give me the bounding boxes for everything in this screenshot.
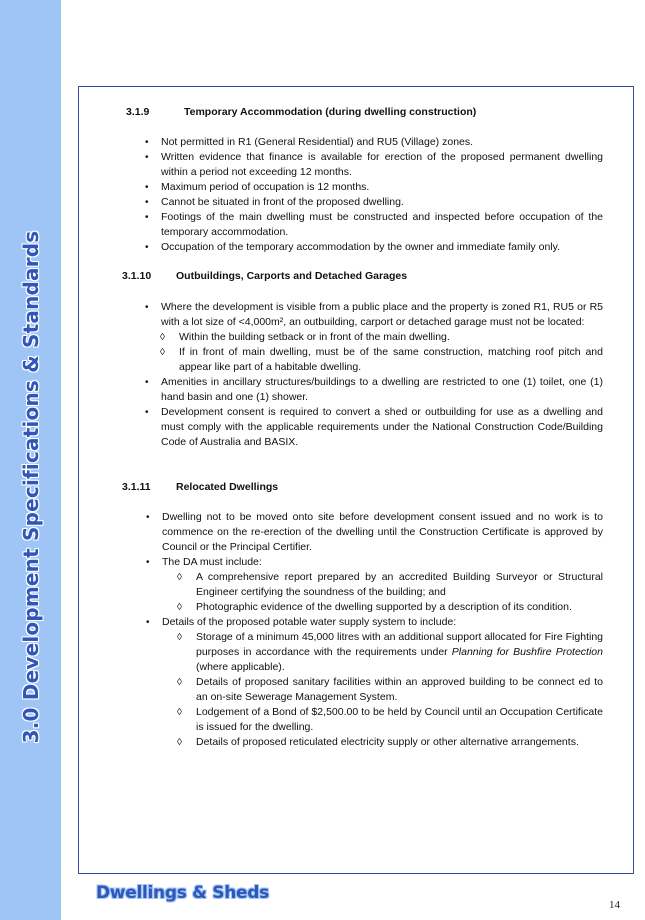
sub-list	[162, 630, 603, 750]
section-title: Temporary Accommodation (during dwelling construction)	[184, 106, 477, 118]
bullet-icon: •	[145, 197, 149, 208]
section-number: 3.1.9	[126, 106, 150, 118]
bullet-list	[146, 510, 603, 750]
section-heading	[122, 481, 279, 493]
list-item: • Maximum period of occupation is 12 months.	[145, 181, 370, 193]
sub-list	[161, 330, 603, 375]
diamond-icon: ◊	[160, 347, 165, 358]
diamond-icon: ◊	[177, 572, 182, 583]
section-title: Relocated Dwellings	[176, 481, 279, 493]
bullet-icon: •	[145, 152, 149, 163]
page-number: 14	[609, 899, 620, 911]
section-number: 3.1.11	[122, 481, 151, 493]
sub-list-item: ◊ Lodgement of a Bond of $2,500.00 to be held by Council until an Occupation Certificate is issued for the dwelling.	[177, 706, 603, 733]
sub-list-item: ◊ Details of proposed reticulated electricity supply or other alternative arrangements.	[177, 736, 579, 748]
chapter-title: 3.0 Development Specifications & Standards	[19, 230, 43, 744]
bullet-icon: •	[146, 617, 150, 628]
list-item: • Amenities in ancillary structures/buildings to a dwelling are restricted to one (1) toilet, one (1) hand basin and one (1) shower.	[145, 376, 603, 403]
section-number: 3.1.10	[122, 270, 152, 282]
list-item: • Dwelling not to be moved onto site before development consent issued and no work is to commence on the re-erection of the dwelling until the Construction Certificate is approved by Council or the Principal Certifier.	[146, 511, 603, 553]
sub-list-item: ◊ Within the building setback or in front of the main dwelling.	[160, 331, 450, 343]
bullet-icon: •	[145, 212, 149, 223]
bullet-list	[145, 300, 603, 450]
list-item: • Occupation of the temporary accommodation by the owner and immediate family only.	[145, 241, 560, 253]
list-item: • Not permitted in R1 (General Residential) and RU5 (Village) zones.	[145, 136, 474, 148]
bullet-icon: •	[146, 512, 150, 523]
diamond-icon: ◊	[177, 737, 182, 748]
list-item: • Development consent is required to convert a shed or outbuilding for use as a dwelling and must comply with the applicable requirements under the National Construction Code/Building Code of Australia and BASIX.	[145, 406, 603, 448]
section-title: Outbuildings, Carports and Detached Garages	[176, 270, 408, 282]
diamond-icon: ◊	[177, 707, 182, 718]
sub-list-item: ◊ Details of proposed sanitary facilities within an approved building to be connect ed to an on-site Sewerage Management System.	[177, 676, 603, 703]
bullet-icon: •	[145, 302, 149, 313]
section-heading	[126, 106, 477, 118]
list-item: • Where the development is visible from a public place and the property is zoned R1, RU5 or R5 with a lot size of <4,000m², an outbuilding, carport or detached garage must not be located: ◊ Within the building setback or in front of the main dwelling. ◊ If in front of main dwelling, must be of the same construction, matching roof pitch and appear like part of a habitable dwelling.	[145, 301, 603, 373]
footer-title: Dwellings & Sheds	[96, 883, 269, 903]
sub-list-item: ◊ Photographic evidence of the dwelling supported by a description of its condition.	[177, 601, 572, 613]
bullet-icon: •	[145, 137, 149, 148]
list-item: • Cannot be situated in front of the proposed dwelling.	[145, 196, 404, 208]
sub-list-item: ◊ A comprehensive report prepared by an accredited Building Surveyor or Structural Engineer certifying the soundness of the building; and	[177, 571, 603, 598]
bullet-icon: •	[146, 557, 150, 568]
bullet-icon: •	[145, 182, 149, 193]
bullet-icon: •	[145, 377, 149, 388]
diamond-icon: ◊	[160, 332, 165, 343]
sub-list-item: ◊ Storage of a minimum 45,000 litres with an additional support allocated for Fire Fighting purposes in accordance with the requirements under Planning for Bushfire Protection (where applicable).	[177, 631, 603, 673]
list-item: • The DA must include: ◊ A comprehensive report prepared by an accredited Building Surveyor or Structural Engineer certifying the soundness of the building; and ◊ Photographic evidence of the dwelling supported by a description of its condition.	[146, 556, 603, 613]
bullet-icon: •	[145, 407, 149, 418]
sub-list	[162, 570, 603, 615]
diamond-icon: ◊	[177, 677, 182, 688]
bullet-icon: •	[145, 242, 149, 253]
list-item: • Written evidence that finance is available for erection of the proposed permanent dwelling within a period not exceeding 12 months.	[145, 151, 603, 178]
bullet-list	[145, 135, 603, 255]
list-item: • Footings of the main dwelling must be constructed and inspected before occupation of the temporary accommodation.	[145, 211, 603, 238]
list-item: • Details of the proposed potable water supply system to include: ◊ Storage of a minimum 45,000 litres with an additional support allocated for Fire Fighting purposes in accordance with the requirements under Planning for Bushfire Protection (where applicable). ◊ Details of proposed sanitary facilities within an approved building to be connect ed to an on-site Sewerage Management System. ◊ Lodgement of a Bond of $2,500.00 to be held by Council until an Occupation Certificate is issued for the dwelling. ◊ Details of proposed reticulated electricity supply or other alternative arrangements.	[146, 616, 603, 748]
diamond-icon: ◊	[177, 632, 182, 643]
sub-list-item: ◊ If in front of main dwelling, must be of the same construction, matching roof pitch and appear like part of a habitable dwelling.	[160, 346, 603, 373]
diamond-icon: ◊	[177, 602, 182, 613]
section-heading	[122, 270, 408, 282]
